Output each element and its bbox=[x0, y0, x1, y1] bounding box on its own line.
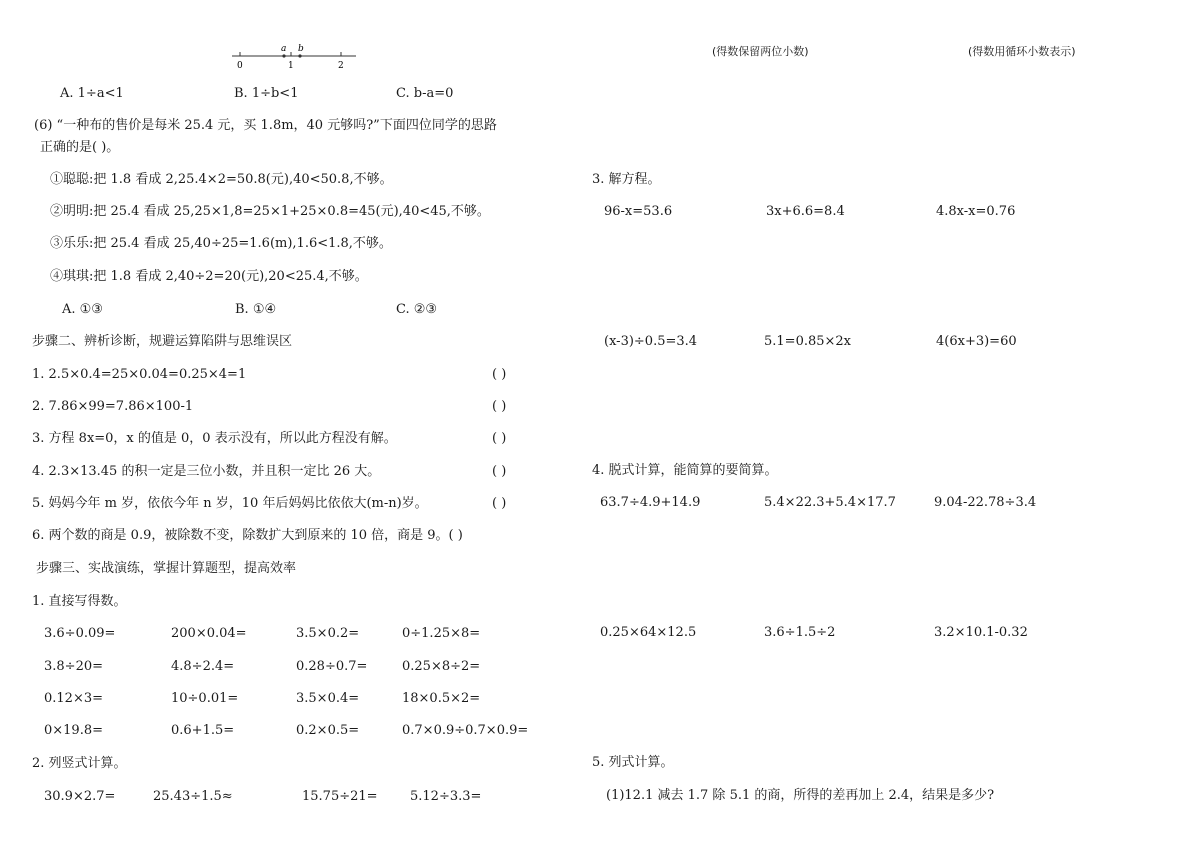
judge-answer-5[interactable]: ( ) bbox=[492, 496, 507, 511]
judge-answer-3[interactable]: ( ) bbox=[492, 431, 507, 446]
calc-3: 9.04-22.78÷3.4 bbox=[934, 495, 1037, 510]
q5-option-b: B. 1÷b<1 bbox=[234, 86, 299, 101]
note-two-decimals: (得数保留两位小数) bbox=[712, 45, 809, 58]
calc-2: 5.4×22.3+5.4×17.7 bbox=[764, 495, 896, 510]
vertical-item-1: 30.9×2.7= bbox=[44, 789, 116, 804]
point-a bbox=[282, 54, 285, 57]
step2-title: 步骤二、辨析诊断，规避运算陷阱与思维误区 bbox=[32, 334, 293, 349]
step3-title: 步骤三、实战演练，掌握计算题型，提高效率 bbox=[36, 561, 297, 576]
q6-option-b: B. ①④ bbox=[235, 302, 277, 317]
q6-item-2: ②明明:把 25.4 看成 25,25×1,8=25×1+25×0.8=45(元),40<45,不够。 bbox=[50, 204, 490, 219]
q5-option-c: C. b-a=0 bbox=[396, 86, 454, 101]
equation-title: 3. 解方程。 bbox=[592, 172, 661, 187]
direct-r3-c2: 10÷0.01= bbox=[171, 691, 239, 706]
tick-label-1: 1 bbox=[288, 61, 294, 71]
direct-r4-c3: 0.2×0.5= bbox=[296, 723, 360, 738]
direct-title: 1. 直接写得数。 bbox=[32, 594, 127, 609]
equation-6: 4(6x+3)=60 bbox=[936, 334, 1017, 349]
calc-1: 63.7÷4.9+14.9 bbox=[600, 495, 701, 510]
tick-label-2: 2 bbox=[338, 61, 344, 71]
direct-r2-c3: 0.28÷0.7= bbox=[296, 659, 368, 674]
judge-item-4: 4. 2.3×13.45 的积一定是三位小数，并且积一定比 26 大。 bbox=[32, 464, 381, 479]
direct-r2-c4: 0.25×8÷2= bbox=[402, 659, 481, 674]
q6-title-line2: 正确的是( )。 bbox=[40, 140, 120, 155]
note-repeating-decimal: (得数用循环小数表示) bbox=[968, 45, 1076, 58]
vertical-item-3: 15.75÷21= bbox=[302, 789, 378, 804]
q6-item-3: ③乐乐:把 25.4 看成 25,40÷25=1.6(m),1.6<1.8,不够。 bbox=[50, 236, 392, 251]
q6-item-4: ④琪琪:把 1.8 看成 2,40÷2=20(元),20<25.4,不够。 bbox=[50, 269, 368, 284]
direct-r3-c1: 0.12×3= bbox=[44, 691, 104, 706]
judge-answer-2[interactable]: ( ) bbox=[492, 399, 507, 414]
judge-item-6: 6. 两个数的商是 0.9，被除数不变，除数扩大到原来的 10 倍，商是 9。( ) bbox=[32, 528, 463, 543]
equation-5: 5.1=0.85×2x bbox=[764, 334, 852, 349]
number-line bbox=[228, 40, 363, 72]
point-b bbox=[298, 54, 301, 57]
direct-r2-c1: 3.8÷20= bbox=[44, 659, 104, 674]
direct-r4-c1: 0×19.8= bbox=[44, 723, 104, 738]
word-title: 5. 列式计算。 bbox=[592, 755, 674, 770]
direct-r3-c4: 18×0.5×2= bbox=[402, 691, 481, 706]
calc-5: 3.6÷1.5÷2 bbox=[764, 625, 836, 640]
q5-option-a: A. 1÷a<1 bbox=[60, 86, 124, 101]
judge-item-2: 2. 7.86×99=7.86×100-1 bbox=[32, 399, 194, 414]
direct-r1-c3: 3.5×0.2= bbox=[296, 626, 360, 641]
q6-title: (6) “一种布的售价是每米 25.4 元，买 1.8m，40 元够吗?”下面四位同学的思路 bbox=[34, 118, 497, 133]
equation-2: 3x+6.6=8.4 bbox=[766, 204, 845, 219]
judge-answer-1[interactable]: ( ) bbox=[492, 367, 507, 382]
judge-item-5: 5. 妈妈今年 m 岁，依依今年 n 岁，10 年后妈妈比依依大(m-n)岁。 bbox=[32, 496, 428, 511]
q6-item-1: ①聪聪:把 1.8 看成 2,25.4×2=50.8(元),40<50.8,不够。 bbox=[50, 172, 393, 187]
judge-item-1: 1. 2.5×0.4=25×0.04=0.25×4=1 bbox=[32, 367, 247, 382]
point-label-b: b bbox=[298, 44, 304, 54]
equation-4: (x-3)÷0.5=3.4 bbox=[604, 334, 698, 349]
q6-option-a: A. ①③ bbox=[62, 302, 103, 317]
tick-label-0: 0 bbox=[237, 61, 243, 71]
calc-title: 4. 脱式计算，能简算的要简算。 bbox=[592, 463, 778, 478]
vertical-item-2: 25.43÷1.5≈ bbox=[153, 789, 233, 804]
direct-r3-c3: 3.5×0.4= bbox=[296, 691, 360, 706]
direct-r1-c2: 200×0.04= bbox=[171, 626, 247, 641]
judge-answer-4[interactable]: ( ) bbox=[492, 464, 507, 479]
equation-1: 96-x=53.6 bbox=[604, 204, 673, 219]
vertical-title: 2. 列竖式计算。 bbox=[32, 756, 127, 771]
direct-r4-c4: 0.7×0.9÷0.7×0.9= bbox=[402, 723, 529, 738]
word-question-1: (1)12.1 减去 1.7 除 5.1 的商，所得的差再加上 2.4，结果是多少? bbox=[606, 788, 995, 803]
direct-r4-c2: 0.6+1.5= bbox=[171, 723, 235, 738]
calc-6: 3.2×10.1-0.32 bbox=[934, 625, 1028, 640]
vertical-item-4: 5.12÷3.3= bbox=[410, 789, 482, 804]
calc-4: 0.25×64×12.5 bbox=[600, 625, 697, 640]
direct-r1-c4: 0÷1.25×8= bbox=[402, 626, 481, 641]
q6-option-c: C. ②③ bbox=[396, 302, 438, 317]
point-label-a: a bbox=[281, 44, 287, 54]
equation-3: 4.8x-x=0.76 bbox=[936, 204, 1016, 219]
direct-r2-c2: 4.8÷2.4= bbox=[171, 659, 235, 674]
judge-item-3: 3. 方程 8x=0，x 的值是 0，0 表示没有，所以此方程没有解。 bbox=[32, 431, 397, 446]
direct-r1-c1: 3.6÷0.09= bbox=[44, 626, 116, 641]
